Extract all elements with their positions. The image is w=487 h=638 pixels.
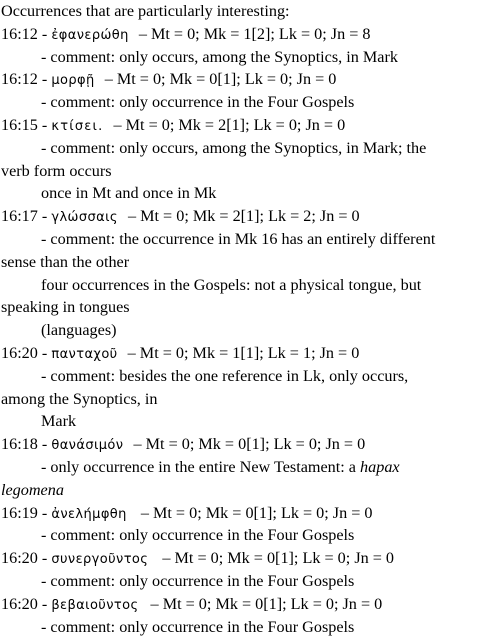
comment-text: - only occurrence in the entire New Testament: a [41, 457, 356, 476]
verse-ref: 16:20 [1, 594, 38, 613]
comment-line: (languages) [41, 321, 117, 340]
greek-word: πανταχοῦ [51, 346, 118, 362]
entry-line [1, 68, 487, 91]
comment-line: - comment: only occurrence in the Four Gospels [41, 93, 355, 112]
comment-line: among the Synoptics, in [1, 389, 158, 408]
dash: - [41, 594, 48, 613]
hapax-term: hapax [360, 457, 400, 476]
comment-line: - comment: the occurrence in Mk 16 has an entirely different [41, 229, 436, 248]
verse-ref: 16:17 [1, 207, 38, 226]
comment-line: sense than the other [1, 252, 130, 271]
entry-line [1, 205, 487, 228]
greek-word: βεβαιοῦντος [51, 597, 139, 613]
entry-line [1, 502, 487, 525]
heading: Occurrences that are particularly interesting: [1, 2, 290, 20]
occurrence-counts: – Mt = 0; Mk = 0[1]; Lk = 0; Jn = 0 [162, 549, 395, 568]
verse-ref: 16:12 [1, 70, 38, 89]
comment-line: - comment: only occurrence in the Four Gospels [41, 571, 355, 590]
comment-line [1, 456, 487, 479]
verse-ref: 16:20 [1, 549, 38, 568]
greek-word: ἀνελήμφθη [51, 506, 127, 522]
occurrence-counts: – Mt = 0; Mk = 0[1]; Lk = 0; Jn = 0 [104, 70, 337, 89]
greek-word: γλώσσαις [51, 210, 118, 226]
verse-ref: 16:12 [1, 24, 38, 43]
occurrence-counts: – Mt = 0; Mk = 0[1]; Lk = 0; Jn = 0 [150, 594, 383, 613]
dash: - [41, 343, 48, 362]
dash: - [41, 24, 48, 43]
entry-line [1, 342, 487, 365]
occurrence-counts: – Mt = 0; Mk = 1[2]; Lk = 0; Jn = 8 [138, 24, 371, 43]
greek-word: ἐφανερώθη [51, 27, 129, 43]
greek-word: μορφῇ [51, 73, 95, 89]
entry-line [1, 114, 487, 137]
comment-line: - comment: only occurrence in the Four Gospels [41, 617, 355, 636]
occurrence-counts: – Mt = 0; Mk = 2[1]; Lk = 0; Jn = 0 [113, 115, 346, 134]
comment-line: - comment: besides the one reference in Lk, only occurs, [41, 366, 409, 385]
dash: - [41, 503, 48, 522]
occurrence-counts: – Mt = 0; Mk = 2[1]; Lk = 2; Jn = 0 [127, 207, 360, 226]
dash: - [41, 115, 48, 134]
comment-line: legomena [1, 480, 64, 499]
dash: - [41, 549, 48, 568]
entry-line [1, 547, 487, 570]
occurrence-counts: – Mt = 0; Mk = 0[1]; Lk = 0; Jn = 0 [140, 503, 373, 522]
comment-line: once in Mt and once in Mk [41, 184, 217, 203]
dash: - [41, 70, 48, 89]
comment-line: - comment: only occurs, among the Synoptics, in Mark; the [41, 138, 427, 157]
greek-word: συνεργοῦντος [51, 552, 149, 568]
entry-line [1, 433, 487, 456]
comment-line: four occurrences in the Gospels: not a physical tongue, but [41, 275, 422, 294]
greek-word: κτίσει. [51, 118, 104, 134]
verse-ref: 16:18 [1, 435, 38, 454]
occurrence-counts: – Mt = 0; Mk = 0[1]; Lk = 0; Jn = 0 [133, 435, 366, 454]
dash: - [41, 207, 48, 226]
comment-line: - comment: only occurs, among the Synoptics, in Mark [41, 47, 398, 66]
comment-line: verb form occurs [1, 161, 112, 180]
entry-line [1, 593, 487, 616]
greek-word: θανάσιμόν [51, 438, 124, 454]
verse-ref: 16:20 [1, 343, 38, 362]
entry-line [1, 23, 487, 46]
comment-line: speaking in tongues [1, 298, 130, 317]
comment-line: Mark [41, 412, 77, 431]
verse-ref: 16:15 [1, 115, 38, 134]
comment-line: - comment: only occurrence in the Four Gospels [41, 526, 355, 545]
verse-ref: 16:19 [1, 503, 38, 522]
occurrence-counts: – Mt = 0; Mk = 1[1]; Lk = 1; Jn = 0 [127, 343, 360, 362]
dash: - [41, 435, 48, 454]
